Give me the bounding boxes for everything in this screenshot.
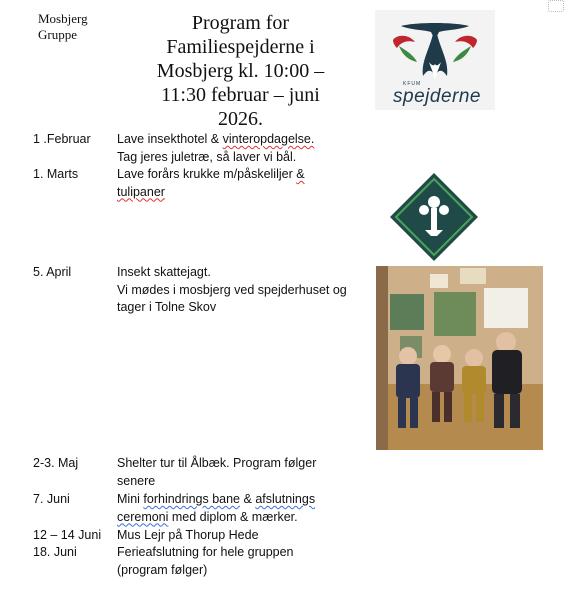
activity-text: (program følger): [117, 562, 208, 577]
activity-text: Ferieafslutning for hele gruppen: [117, 545, 294, 559]
activity-text: &: [240, 492, 256, 506]
group-label: [38, 11, 88, 43]
date-maj: 2-3. Maj: [33, 456, 79, 470]
title-line: Familiespejderne i: [166, 36, 315, 58]
title-line: Mosbjerg kl. 10:00 –: [156, 60, 325, 82]
activity-februar: [117, 131, 367, 166]
activity-text: med diplom & mærker.: [168, 509, 298, 524]
group-word: Gruppe: [38, 27, 77, 42]
activity-text: vinteropdagelse.: [222, 132, 315, 146]
date-februar: 1 .Februar: [33, 132, 91, 146]
activity-text: Lave insekthotel &: [117, 132, 223, 146]
date-juni-18: 18. Juni: [33, 545, 77, 559]
page-title: [138, 11, 343, 131]
activity-juni-7: [117, 491, 367, 526]
group-name: Mosbjerg: [38, 11, 88, 26]
activity-juni-12: [117, 527, 367, 545]
activity-text: Shelter tur til Ålbæk. Program følger: [117, 456, 317, 470]
activity-text: Mus Lejr på Thorup Hede: [117, 528, 259, 542]
activity-text: Insekt skattejagt.: [117, 265, 211, 279]
activity-maj: [117, 455, 367, 490]
activity-text: Tag jeres juletræ, så laver vi bål.: [117, 149, 297, 164]
date-juni-7: 7. Juni: [33, 492, 70, 506]
activity-april: [117, 264, 367, 317]
activity-juni-18: [117, 544, 367, 579]
activity-text: Lave forårs krukke m/påskeliljer: [117, 167, 297, 181]
spejderne-wordmark: spejderne: [393, 86, 481, 107]
activity-text: tulipaner: [117, 184, 165, 199]
activity-text: Vi mødes i mosbjerg ved spejderhuset og: [117, 282, 347, 297]
activity-text: afslutnings: [255, 492, 316, 506]
date-juni-12: 12 – 14 Juni: [33, 528, 102, 542]
activity-text: tager i Tolne Skov: [117, 300, 217, 314]
date-marts: 1. Marts: [33, 167, 79, 181]
activity-text: senere: [117, 473, 156, 488]
activity-text: forhindrings bane: [143, 492, 241, 506]
activity-text: &: [296, 167, 305, 181]
title-line: Program for: [191, 12, 290, 34]
activity-text: ceremoni: [117, 509, 169, 524]
kfum-text: KFUM: [403, 81, 422, 87]
title-line: 11:30 februar – juni: [161, 84, 320, 106]
tree-emblem-icon: [389, 172, 479, 262]
layout-options-icon[interactable]: [548, 0, 564, 12]
activity-marts: [117, 166, 367, 201]
title-line: 2026.: [218, 108, 263, 130]
activity-text: Mini: [117, 492, 144, 506]
date-april: 5. April: [33, 265, 72, 279]
children-photo: [376, 266, 543, 450]
